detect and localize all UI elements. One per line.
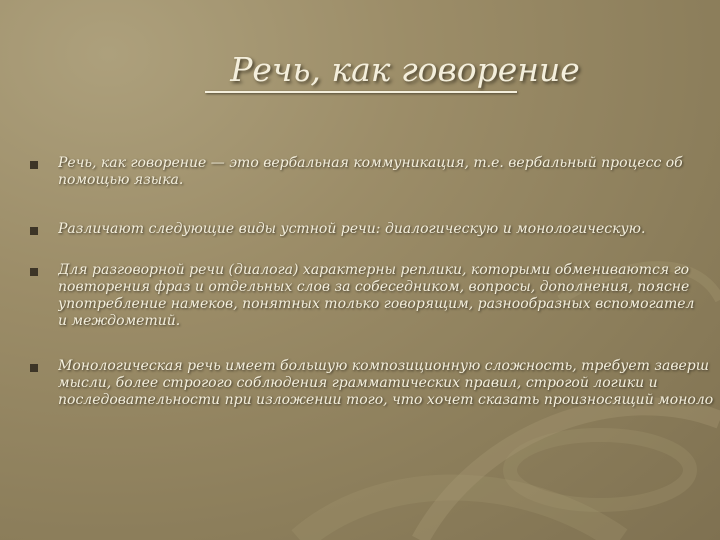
square-bullet-icon	[30, 364, 38, 372]
title-underline	[205, 91, 517, 93]
bullet-text: Для разговорной речи (диалога) характерны реплики, которыми обмениваются го повторения фраз и отдельных слов за собеседником, вопросы, дополнения, поясне употребление намеков, понятных только говорящим, разнообразных вспомогател и междометий.	[58, 262, 695, 329]
bullet-item	[25, 155, 720, 189]
bullet-item	[25, 262, 720, 330]
bullet-text: Речь, как говорение — это вербальная коммуникация, т.е. вербальный процесс об помощью языка.	[58, 155, 683, 188]
square-bullet-icon	[30, 268, 38, 276]
bullet-text: Различают следующие виды устной речи: диалогическую и монологическую.	[58, 221, 646, 237]
bullet-text: Монологическая речь имеет большую композиционную сложность, требует заверш мысли, более строгого соблюдения грамматических правил, строгой логики и последовательности при изложении того, что хочет сказать произносящий моноло	[58, 358, 714, 408]
square-bullet-icon	[30, 227, 38, 235]
slide-title: Речь, как говорение	[230, 50, 580, 89]
bullet-item	[25, 221, 720, 238]
bullet-item	[25, 358, 720, 409]
square-bullet-icon	[30, 161, 38, 169]
